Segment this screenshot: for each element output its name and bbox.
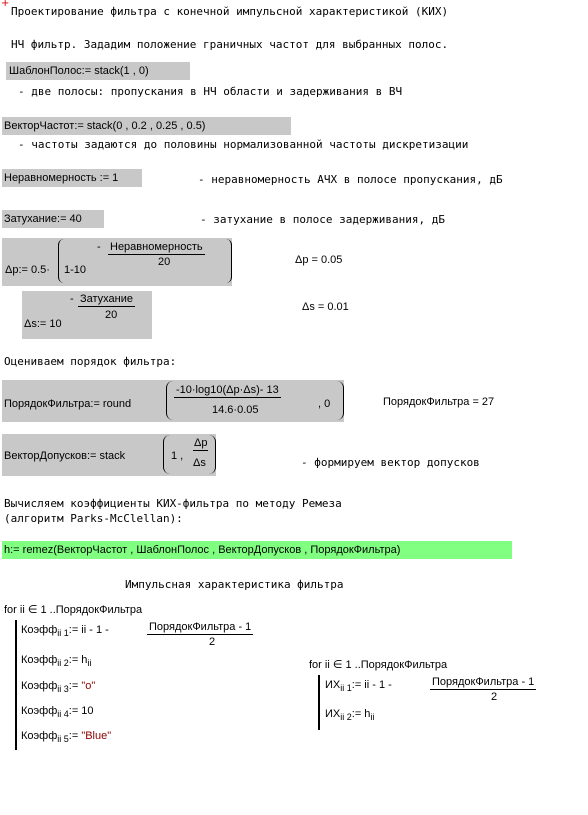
delta-s-den: 20 [105, 309, 118, 321]
dopusk-num: Δp [194, 437, 208, 449]
remez-expr[interactable]: h:= remez(ВекторЧастот , ШаблонПолос , ВекторДопусков , ПорядокФильтра) [4, 544, 401, 556]
loop2-line-2[interactable]: $ИХ_{ii 2}:= h_{ii}$ [325, 708, 375, 722]
delta-p-result: Δp = 0.05 [295, 254, 343, 266]
dopusk-first: 1 , [171, 450, 184, 462]
loop1-line-3[interactable]: Коэфф$_{ii 3}$:= "o" [21, 680, 96, 694]
loop2-program-bar [318, 675, 320, 730]
shablon-comment: - две полосы: пропускания в НЧ области и задерживания в ВЧ [18, 85, 403, 98]
delta-s-num: Затухание [80, 293, 134, 305]
loop2-line-1-num: ПорядокФильтра - 1 [432, 676, 535, 688]
dopusk-comment: - формируем вектор допусков [301, 456, 480, 469]
shablon-expr[interactable]: ШаблонПолос:= stack(1 , 0) [9, 65, 149, 77]
loop1-line-1-num: ПорядокФильтра - 1 [149, 621, 252, 633]
loop1-line-1-den: 2 [209, 636, 216, 648]
zatuh-expr[interactable]: Затухание:= 40 [4, 213, 82, 225]
delta-s-result: Δs = 0.01 [302, 301, 349, 313]
order-lhs[interactable]: ПорядокФильтра:= round [4, 398, 132, 410]
delta-s-lhs[interactable]: Δs:= 10 [24, 318, 62, 330]
delta-p-den: 20 [158, 256, 171, 268]
delta-p-lhs[interactable]: Δp:= 0.5· [5, 264, 50, 276]
nerav-expr[interactable]: Неравномерность := 1 [4, 172, 119, 184]
page-title: Проектирование фильтра с конечной импульсной характеристикой (КИХ) [11, 5, 449, 18]
zatuh-comment: - затухание в полосе задерживания, дБ [200, 213, 446, 226]
delta-p-inner: 1-10 [64, 264, 87, 276]
order-den: 14.6·0.05 [212, 404, 259, 416]
dopusk-lhs[interactable]: ВекторДопусков:= stack [4, 450, 126, 462]
remez-heading-2: (алгоритм Parks-McClellan): [4, 512, 183, 525]
intro-text: НЧ фильтр. Зададим положение граничных частот для выбранных полос. [11, 38, 449, 51]
loop1-line-1[interactable]: Коэфф$_{ii 1}$:= ii - 1 - [21, 624, 109, 638]
loop2-line-1[interactable]: $ИХ_{ii 1}:=$ ii - 1 - [325, 679, 392, 693]
loop1-program-bar [15, 620, 17, 750]
loop2-header[interactable]: for ii ∈ 1 ..ПорядокФильтра [309, 659, 448, 671]
loop1-line-4[interactable]: Коэфф$_{ii 4}$:= 10 [21, 705, 94, 719]
region-marker: + [1, 0, 10, 9]
loop1-line-2[interactable]: Коэфф$_{ii 2}$:= $h_{ii}$ [21, 654, 92, 668]
delta-p-minus: - [97, 241, 101, 253]
order-result: ПорядокФильтра = 27 [383, 396, 495, 408]
vector-expr[interactable]: ВекторЧастот:= stack(0 , 0.2 , 0.25 , 0.5) [4, 120, 206, 132]
order-heading: Оцениваем порядок фильтра: [4, 355, 177, 368]
remez-heading-1: Вычисляем коэффициенты КИХ-фильтра по методу Ремеза [4, 497, 342, 510]
vector-comment: - частоты задаются до половины нормализованной частоты дискретизации [18, 138, 469, 151]
loop2-line-1-den: 2 [491, 691, 498, 703]
loop1-line-5[interactable]: Коэфф$_{ii 5}$:= "Blue" [21, 730, 112, 744]
loop1-header[interactable]: for ii ∈ 1 ..ПорядокФильтра [4, 604, 143, 616]
impulse-heading: Импульсная характеристика фильтра [125, 578, 344, 591]
nerav-comment: - неравномерность АЧХ в полосе пропускания, дБ [198, 173, 503, 186]
order-num: -10·log10(Δp·Δs)- 13 [176, 384, 279, 396]
dopusk-den: Δs [193, 457, 206, 469]
order-tail: , 0 [318, 398, 331, 410]
delta-s-minus: - [70, 293, 74, 305]
delta-p-num: Неравномерность [110, 241, 203, 253]
